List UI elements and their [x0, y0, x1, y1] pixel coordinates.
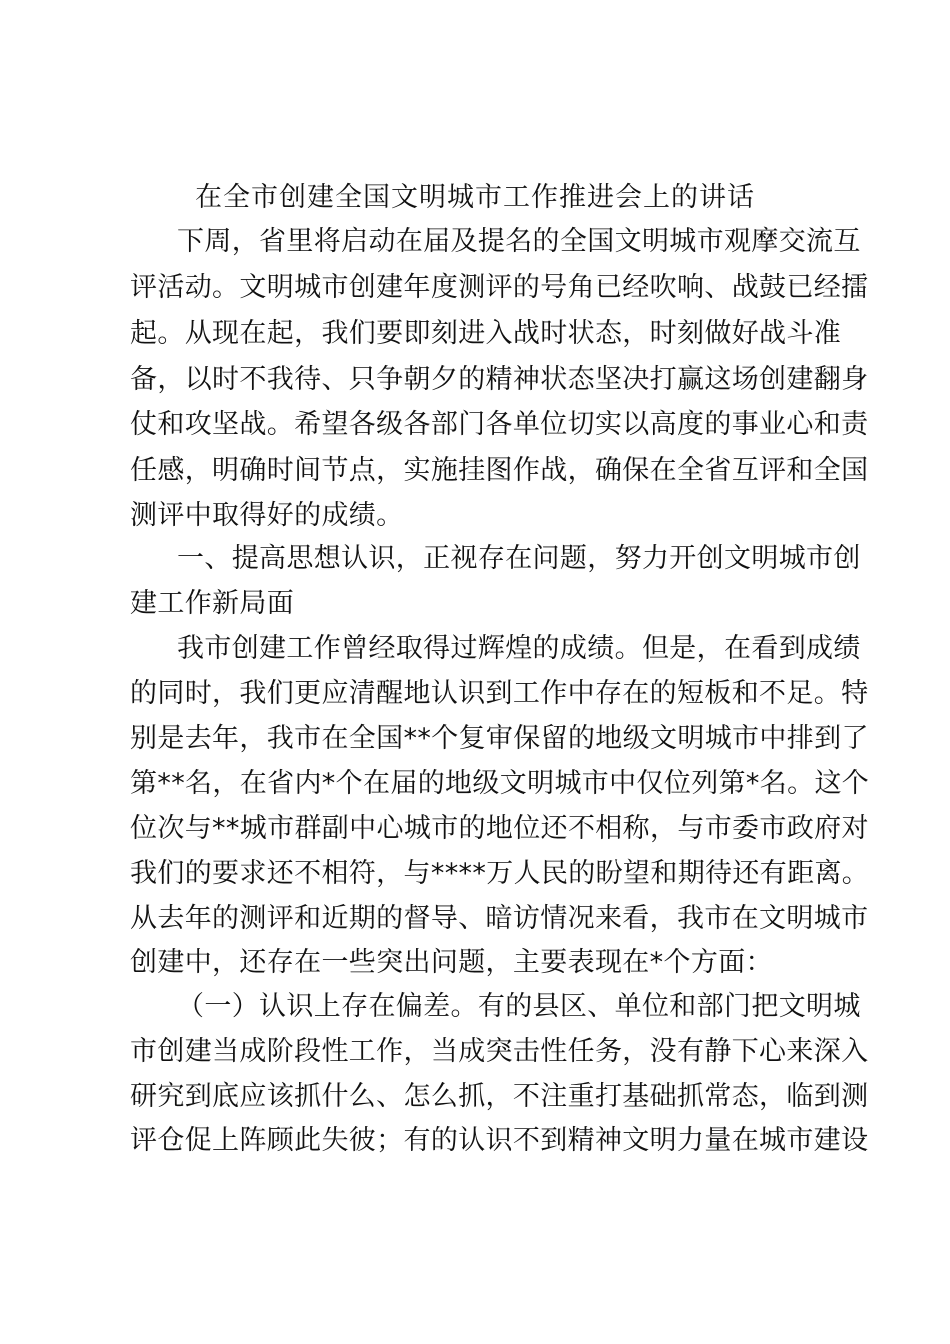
section-heading-line: 建工作新局面	[130, 588, 295, 619]
paragraph-line: 任感，明确时间节点，实施挂图作战，确保在全省互评和全国	[130, 455, 869, 486]
paragraph-line: 的同时，我们更应清醒地认识到工作中存在的短板和不足。特	[130, 678, 869, 709]
paragraph-line: 第**名，在省内*个在届的地级文明城市中仅位列第*名。这个	[130, 768, 870, 799]
paragraph-line: （一）认识上存在偏差。有的县区、单位和部门把文明城	[177, 991, 861, 1022]
paragraph-line: 测评中取得好的成绩。	[130, 500, 404, 531]
paragraph-line: 研究到底应该抓什么、怎么抓，不注重打基础抓常态，临到测	[130, 1081, 869, 1112]
paragraph-line: 评活动。文明城市创建年度测评的号角已经吹响、战鼓已经擂	[130, 272, 869, 303]
paragraph-line: 仗和攻坚战。希望各级各部门各单位切实以高度的事业心和责	[130, 409, 869, 440]
paragraph-line: 别是去年，我市在全国**个复审保留的地级文明城市中排到了	[130, 723, 869, 754]
paragraph-line: 从去年的测评和近期的督导、暗访情况来看，我市在文明城市	[130, 903, 869, 934]
paragraph-line: 我市创建工作曾经取得过辉煌的成绩。但是，在看到成绩	[177, 633, 861, 664]
paragraph-line: 市创建当成阶段性工作，当成突击性任务，没有静下心来深入	[130, 1036, 869, 1067]
section-heading-line: 一、提高思想认识，正视存在问题，努力开创文明城市创	[177, 543, 861, 574]
paragraph-line: 评仓促上阵顾此失彼；有的认识不到精神文明力量在城市建设	[130, 1125, 869, 1156]
paragraph-line: 创建中，还存在一些突出问题，主要表现在*个方面：	[130, 947, 773, 978]
paragraph-line: 下周，省里将启动在届及提名的全国文明城市观摩交流互	[177, 226, 861, 257]
paragraph-line: 位次与**城市群副中心城市的地位还不相称，与市委市政府对	[130, 813, 869, 844]
paragraph-line: 起。从现在起，我们要即刻进入战时状态，时刻做好战斗准	[130, 318, 842, 349]
document-title: 在全市创建全国文明城市工作推进会上的讲话	[195, 182, 755, 213]
paragraph-line: 我们的要求还不相符，与****万人民的盼望和期待还有距离。	[130, 858, 870, 889]
paragraph-line: 备，以时不我待、只争朝夕的精神状态坚决打赢这场创建翻身	[130, 364, 869, 395]
